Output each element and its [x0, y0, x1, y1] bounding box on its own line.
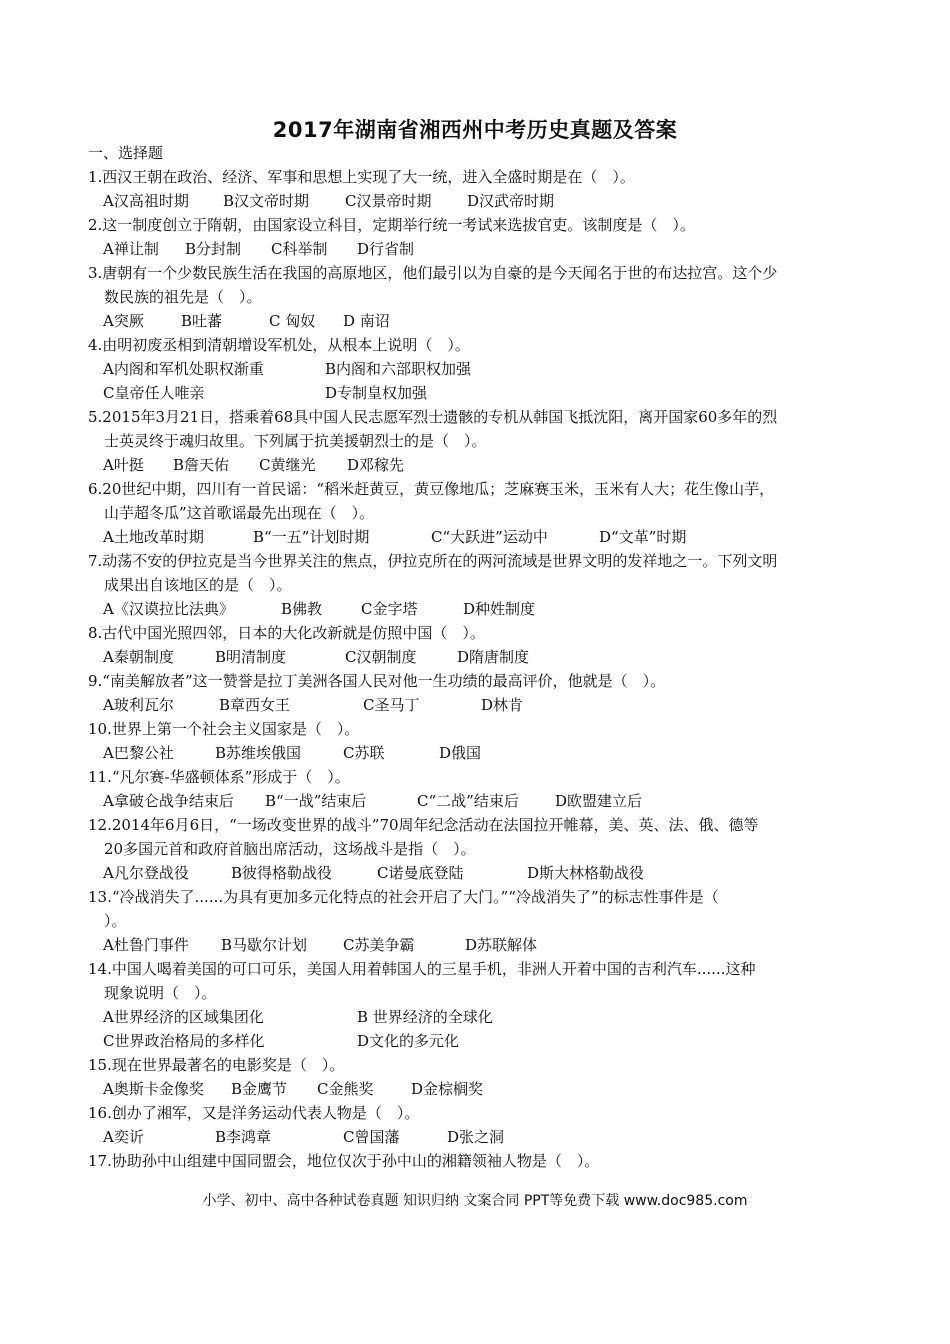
answer-option: C金字塔 [361, 600, 418, 618]
answer-option: C汉景帝时期 [345, 192, 432, 210]
question-list [88, 141, 870, 1173]
answer-option: D专制皇权加强 [325, 384, 428, 402]
question-text: 9.“南美解放者”这一赞誉是拉丁美洲各国人民对他一生功绩的最高评价，他就是（ ）。 [88, 672, 666, 690]
question-text-continued: 士英灵终于魂归故里。下列属于抗美援朝烈士的是（ ）。 [104, 432, 487, 450]
question-text-continued: 现象说明（ ）。 [104, 984, 217, 1002]
question-text-continued: 20多国元首和政府首脑出席活动，这场战斗是指（ ）。 [104, 840, 476, 858]
answer-option: C 匈奴 [269, 312, 316, 330]
answer-option: A奕䜣 [103, 1128, 144, 1146]
answer-option: D欧盟建立后 [555, 792, 643, 810]
answer-option: A凡尔登战役 [103, 864, 189, 882]
answer-options-row [88, 357, 870, 381]
answer-options-row [88, 189, 870, 213]
answer-options-row [88, 933, 870, 957]
answer-option: A杜鲁门事件 [103, 936, 189, 954]
answer-option: B明清制度 [215, 648, 287, 666]
answer-option: A奥斯卡金像奖 [103, 1080, 204, 1098]
answer-option: A秦朝制度 [103, 648, 174, 666]
answer-option: B彼得格勒战役 [231, 864, 333, 882]
answer-options-row [88, 525, 870, 549]
question-text-continued: 数民族的祖先是（ ）。 [104, 288, 262, 306]
question-text: 13.“冷战消失了......为具有更加多元化特点的社会开启了大门。”“冷战消失了”的标志性事件是（ [88, 888, 719, 906]
answer-option: D金棕榈奖 [411, 1080, 484, 1098]
answer-options-row [88, 693, 870, 717]
question-text: 11.“凡尔赛-华盛顿体系”形成于（ ）。 [88, 768, 350, 786]
answer-options-row [88, 789, 870, 813]
answer-option: D林肯 [481, 696, 524, 714]
question-text: 1.西汉王朝在政治、经济、军事和思想上实现了大一统，进入全盛时期是在（ ）。 [88, 168, 635, 186]
answer-option: A拿破仑战争结束后 [103, 792, 234, 810]
answer-option: D行省制 [357, 240, 415, 258]
question-text: 12.2014年6月6日，“一场改变世界的战斗”70周年纪念活动在法国拉开帷幕，美、英、法、俄、德等 [88, 816, 759, 834]
answer-option: A玻利瓦尔 [103, 696, 174, 714]
answer-option: B分封制 [185, 240, 242, 258]
answer-option: B李鸿章 [215, 1128, 272, 1146]
answer-option: C圣马丁 [363, 696, 420, 714]
answer-options-row [88, 1005, 870, 1029]
answer-options-row [88, 381, 870, 405]
question-text-continued: 山芋超冬瓜”这首歌谣最先出现在（ ）。 [104, 504, 375, 522]
answer-options-row [88, 1029, 870, 1053]
answer-option: D文化的多元化 [357, 1032, 460, 1050]
answer-option: A《汉谟拉比法典》 [103, 600, 234, 618]
page-title: 2017年湖南省湘西州中考历史真题及答案 [272, 118, 678, 142]
question-text: 4.由明初废丞相到清朝增设军机处，从根本上说明（ ）。 [88, 336, 470, 354]
answer-option: C世界政治格局的多样化 [103, 1032, 265, 1050]
answer-option: B“一五”计划时期 [253, 528, 370, 546]
answer-option: D“文革”时期 [599, 528, 687, 546]
question-text: 5.2015年3月21日，搭乘着68具中国人民志愿军烈士遗骸的专机从韩国飞抵沈阳，离开国家60多年的烈 [88, 408, 778, 426]
answer-options-row [88, 1077, 870, 1101]
answer-option: D张之洞 [447, 1128, 505, 1146]
answer-options-row [88, 861, 870, 885]
answer-option: C苏美争霸 [343, 936, 415, 954]
question-text: 8.古代中国光照四邻，日本的大化改新就是仿照中国（ ）。 [88, 624, 485, 642]
question-text-continued: ）。 [104, 912, 127, 930]
answer-option: D隋唐制度 [457, 648, 530, 666]
answer-option: A土地改革时期 [103, 528, 204, 546]
answer-option: A世界经济的区域集团化 [103, 1008, 264, 1026]
answer-options-row [88, 1125, 870, 1149]
question-text-continued: 成果出自该地区的是（ ）。 [104, 576, 292, 594]
section-heading: 一、选择题 [88, 144, 164, 162]
question-text: 16.创办了湘军，又是洋务运动代表人物是（ ）。 [88, 1104, 420, 1122]
answer-option: C皇帝任人唯亲 [103, 384, 205, 402]
answer-option: C苏联 [343, 744, 385, 762]
question-text: 17.协助孙中山组建中国同盟会，地位仅次于孙中山的湘籍领袖人物是（ ）。 [88, 1152, 600, 1170]
answer-option: C黄继光 [259, 456, 316, 474]
answer-option: D俄国 [439, 744, 482, 762]
answer-option: B佛教 [281, 600, 323, 618]
question-text: 3.唐朝有一个少数民族生活在我国的高原地区，他们最引以为自豪的是今天闻名于世的布达拉宫。这个少 [88, 264, 778, 282]
answer-option: D 南诏 [343, 312, 390, 330]
answer-option: B 世界经济的全球化 [357, 1008, 493, 1026]
answer-option: C汉朝制度 [345, 648, 417, 666]
question-text: 6.20世纪中期，四川有一首民谣：“稻米赶黄豆，黄豆像地瓜；芝麻赛玉米，玉米有人大；花生像山芋， [88, 480, 775, 498]
answer-option: D苏联解体 [465, 936, 538, 954]
question-text: 15.现在世界最著名的电影奖是（ ）。 [88, 1056, 345, 1074]
answer-option: D斯大林格勒战役 [527, 864, 645, 882]
answer-option: B吐蕃 [181, 312, 223, 330]
question-text: 14.中国人喝着美国的可口可乐，美国人用着韩国人的三星手机，非洲人开着中国的吉利汽车......这种 [88, 960, 756, 978]
answer-option: A汉高祖时期 [103, 192, 189, 210]
answer-option: B马歇尔计划 [221, 936, 308, 954]
answer-option: B汉文帝时期 [223, 192, 310, 210]
answer-options-row [88, 237, 870, 261]
answer-option: C曾国藩 [343, 1128, 400, 1146]
answer-option: B章西女王 [219, 696, 291, 714]
question-text: 2.这一制度创立于隋朝，由国家设立科目，定期举行统一考试来选拔官吏。该制度是（ ）。 [88, 216, 695, 234]
answer-option: C“大跃进”运动中 [431, 528, 548, 546]
answer-option: C科举制 [271, 240, 328, 258]
answer-options-row [88, 309, 870, 333]
answer-option: C诺曼底登陆 [377, 864, 464, 882]
answer-options-row [88, 741, 870, 765]
answer-option: B内阁和六部职权加强 [325, 360, 472, 378]
answer-option: C“二战”结束后 [417, 792, 519, 810]
answer-option: B苏维埃俄国 [215, 744, 302, 762]
answer-options-row [88, 453, 870, 477]
answer-options-row [88, 597, 870, 621]
question-text: 10.世界上第一个社会主义国家是（ ）。 [88, 720, 360, 738]
answer-option: D种姓制度 [463, 600, 536, 618]
answer-option: C金熊奖 [317, 1080, 374, 1098]
answer-option: A巴黎公社 [103, 744, 174, 762]
answer-option: D汉武帝时期 [467, 192, 555, 210]
question-text: 7.动荡不安的伊拉克是当今世界关注的焦点，伊拉克所在的两河流域是世界文明的发祥地之一。下列文明 [88, 552, 778, 570]
answer-option: A内阁和军机处职权渐重 [103, 360, 264, 378]
answer-option: B金鹰节 [231, 1080, 288, 1098]
answer-option: A叶挺 [103, 456, 144, 474]
answer-option: A禅让制 [103, 240, 159, 258]
answer-option: A突厥 [103, 312, 144, 330]
answer-option: B詹天佑 [173, 456, 230, 474]
answer-option: D邓稼先 [347, 456, 405, 474]
answer-option: B“一战”结束后 [265, 792, 367, 810]
page-footer: 小学、初中、高中各种试卷真题 知识归纳 文案合同 PPT等免费下载 www.doc985.com [202, 1193, 748, 1209]
answer-options-row [88, 645, 870, 669]
